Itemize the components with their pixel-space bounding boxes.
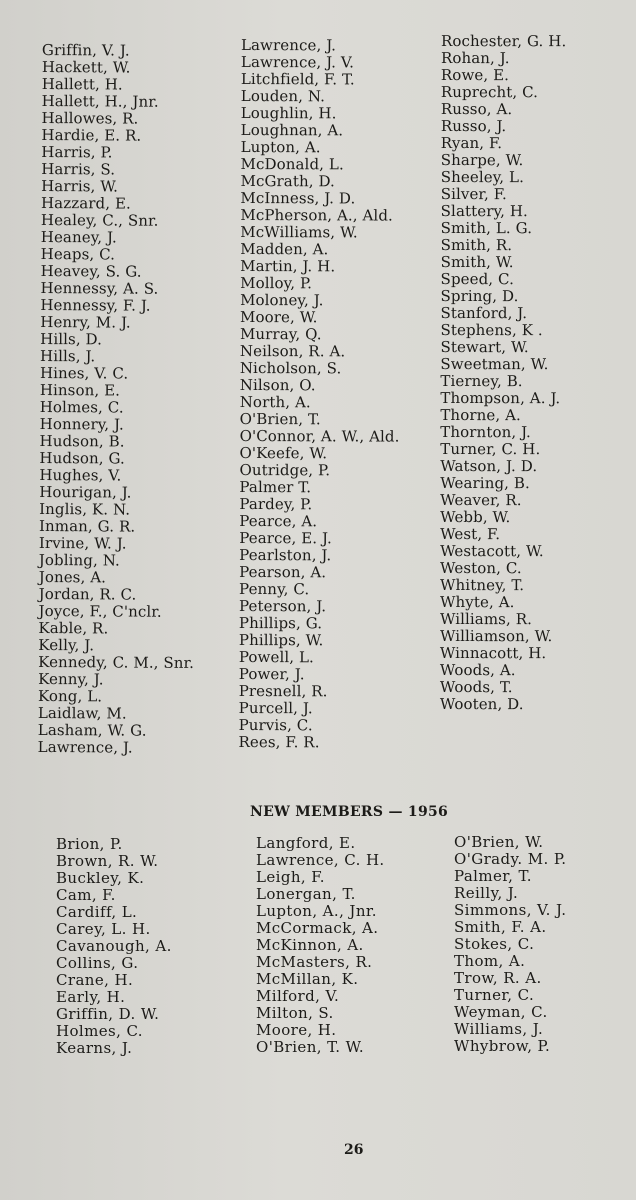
members-column-2 — [239, 37, 401, 752]
member-name: Spring, D. — [440, 286, 519, 306]
member-name: Jordan, R. C. — [38, 584, 137, 604]
member-name: Russo, J. — [440, 116, 507, 136]
member-name: O'Brien, T. — [239, 409, 321, 429]
member-name: Purvis, C. — [238, 715, 313, 735]
member-name: Neilson, R. A. — [239, 341, 346, 361]
member-name: Rowe, E. — [440, 65, 510, 85]
member-name: Sheeley, L. — [440, 167, 524, 187]
member-name: Martin, J. H. — [240, 256, 336, 276]
member-name: Inglis, K. N. — [39, 499, 131, 519]
member-name: Irvine, W. J. — [38, 533, 127, 553]
member-name: Pearce, A. — [239, 511, 318, 531]
member-name: Trow, R. A. — [454, 969, 542, 987]
member-name: Kennedy, C. M., Snr. — [38, 652, 195, 672]
member-name: Ryan, F. — [440, 133, 503, 153]
member-name: Hallowes, R. — [41, 108, 139, 128]
member-name: O'Brien, W. — [454, 833, 544, 851]
member-name: Leigh, F. — [256, 868, 325, 886]
member-name: Wearing, B. — [440, 473, 530, 493]
member-name: McPherson, A., Ald. — [240, 205, 393, 225]
member-name: Thompson, A. J. — [440, 388, 561, 408]
member-name: Cam, F. — [56, 886, 116, 904]
member-name: Ruprecht, C. — [440, 82, 539, 102]
member-name: Holmes, C. — [39, 397, 124, 417]
member-name: Brion, P. — [56, 835, 123, 853]
member-name: Weaver, R. — [440, 490, 522, 510]
member-name: Healey, C., Snr. — [40, 210, 159, 230]
member-name: Sweetman, W. — [440, 354, 549, 374]
member-name: Sharpe, W. — [440, 150, 524, 170]
member-name: Kong, L. — [37, 686, 103, 706]
member-name: Palmer T. — [239, 477, 312, 497]
member-name: Hennessy, A. S. — [40, 278, 159, 298]
member-name: Henry, M. J. — [40, 312, 131, 332]
member-name: Moloney, J. — [240, 290, 324, 310]
member-name: Hardie, E. R. — [41, 125, 142, 145]
member-name: Hallett, H., Jnr. — [41, 91, 159, 111]
member-name: Pearce, E. J. — [239, 528, 332, 548]
member-name: Turner, C. H. — [440, 439, 541, 459]
member-name: Hennessy, F. J. — [40, 295, 151, 315]
member-name: Lawrence, J. — [240, 36, 337, 55]
member-name: Stephens, K . — [440, 320, 543, 340]
member-name: Lawrence, C. H. — [256, 851, 385, 869]
member-name: McKinnon, A. — [256, 936, 364, 954]
member-name: Purcell, J. — [238, 698, 313, 718]
member-name: Rees, F. R. — [238, 732, 320, 752]
member-name: Smith, R. — [440, 235, 513, 255]
member-name: Kearns, J. — [56, 1039, 133, 1057]
member-name: O'Grady. M. P. — [454, 850, 567, 868]
member-name: Joyce, F., C'nclr. — [38, 601, 162, 621]
member-name: Smith, L. G. — [440, 218, 533, 238]
member-name: Jobling, N. — [38, 550, 120, 570]
member-name: Rochester, G. H. — [440, 32, 567, 51]
member-name: Watson, J. D. — [440, 456, 538, 476]
member-name: O'Keefe, W. — [239, 443, 328, 463]
member-name: Cardiff, L. — [56, 903, 138, 921]
member-name: Laidlaw, M. — [37, 703, 127, 723]
member-name: Weyman, C. — [454, 1003, 548, 1021]
member-name: Holmes, C. — [56, 1022, 143, 1040]
member-name: Jones, A. — [38, 567, 107, 587]
member-name: Harris, W. — [41, 176, 119, 196]
member-name: Kelly, J. — [38, 635, 95, 655]
member-name: Molloy, P. — [240, 273, 313, 293]
member-name: Williamson, W. — [439, 626, 553, 646]
member-name: Heaps, C. — [40, 244, 116, 264]
member-name: Peterson, J. — [238, 596, 327, 616]
member-name: Harris, S. — [41, 159, 116, 179]
member-name: Hallett, H. — [41, 74, 123, 94]
member-name: Power, J. — [238, 664, 305, 684]
member-name: Kable, R. — [38, 618, 109, 638]
member-name: Moore, W. — [239, 307, 318, 327]
member-name: Louden, N. — [240, 86, 326, 106]
member-name: Pearlston, J. — [239, 545, 332, 565]
new-members-column-2 — [256, 835, 385, 1056]
member-name: Penny, C. — [239, 579, 310, 599]
member-name: Cavanough, A. — [56, 937, 172, 955]
member-name: Weston, C. — [440, 558, 522, 578]
new-members-column-3 — [454, 834, 566, 1055]
member-name: Williams, J. — [454, 1020, 544, 1038]
member-name: Nicholson, S. — [239, 358, 342, 378]
member-name: McMasters, R. — [256, 953, 373, 971]
member-name: Winnacott, H. — [439, 643, 547, 663]
member-name: Webb, W. — [440, 507, 511, 527]
member-name: Slattery, H. — [440, 201, 528, 221]
member-name: Carey, L. H. — [56, 920, 151, 938]
member-name: Hills, J. — [40, 346, 96, 366]
member-name: Hines, V. C. — [39, 363, 129, 383]
member-name: Stokes, C. — [454, 935, 535, 953]
member-name: Buckley, K. — [56, 869, 145, 887]
member-name: McGrath, D. — [240, 171, 335, 191]
member-name: Palmer, T. — [454, 867, 532, 885]
member-name: Loughnan, A. — [240, 120, 344, 140]
member-name: Hazzard, E. — [40, 193, 131, 213]
member-name: Hughes, V. — [39, 465, 122, 485]
member-name: Thom, A. — [454, 952, 526, 970]
member-name: Pardey, P. — [239, 494, 313, 514]
member-name: West, F. — [440, 524, 501, 544]
member-name: Heaney, J. — [40, 227, 117, 247]
member-name: Litchfield, F. T. — [240, 69, 355, 89]
member-name: North, A. — [239, 392, 311, 412]
member-name: Crane, H. — [56, 971, 134, 989]
member-name: Wooten, D. — [439, 694, 524, 714]
member-name: Stewart, W. — [440, 337, 529, 357]
member-name: Langford, E. — [256, 834, 356, 852]
member-name: Pearson, A. — [239, 562, 327, 582]
member-name: Westacott, W. — [440, 541, 544, 561]
member-name: Kenny, J. — [38, 669, 104, 689]
member-name: Silver, F. — [440, 184, 507, 204]
member-name: Early, H. — [56, 988, 126, 1006]
member-name: Harris, P. — [41, 142, 113, 162]
member-name: Lonergan, T. — [256, 885, 356, 903]
page-number: 26 — [344, 1142, 364, 1158]
member-name: Turner, C. — [454, 986, 535, 1004]
members-column-3 — [440, 33, 567, 713]
member-name: Lawrence, J. — [37, 737, 133, 757]
member-name: Reilly, J. — [454, 884, 519, 902]
member-name: Hudson, G. — [39, 448, 126, 468]
member-name: Griffin, D. W. — [56, 1005, 160, 1023]
new-members-heading: NEW MEMBERS — 1956 — [250, 804, 449, 820]
member-name: Lupton, A., Jnr. — [256, 902, 377, 920]
member-name: Milford, V. — [256, 987, 340, 1005]
member-name: Lupton, A. — [240, 137, 321, 157]
member-name: Heavey, S. G. — [40, 261, 142, 281]
member-name: Collins, G. — [56, 954, 139, 972]
member-name: O'Brien, T. W. — [256, 1038, 364, 1056]
member-name: Whyte, A. — [439, 592, 515, 612]
member-name: Simmons, V. J. — [454, 901, 567, 919]
member-name: Lasham, W. G. — [37, 720, 147, 740]
member-name: Thorne, A. — [440, 405, 521, 425]
member-name: Madden, A. — [240, 239, 329, 259]
member-name: Russo, A. — [440, 99, 513, 119]
member-name: Moore, H. — [256, 1021, 337, 1039]
members-column-1 — [38, 42, 198, 757]
member-name: Brown, R. W. — [56, 852, 159, 870]
member-name: Honnery, J. — [39, 414, 124, 434]
member-name: McDonald, L. — [240, 154, 344, 174]
member-name: Rohan, J. — [440, 48, 510, 68]
member-name: Hudson, B. — [39, 431, 125, 451]
member-name: Hourigan, J. — [39, 482, 132, 502]
member-name: Woods, T. — [439, 677, 513, 697]
member-name: Hinson, E. — [39, 380, 121, 400]
member-name: Phillips, G. — [238, 613, 323, 633]
member-name: Smith, F. A. — [454, 918, 547, 936]
member-name: McCormack, A. — [256, 919, 379, 937]
member-name: Smith, W. — [440, 252, 514, 272]
member-name: Murray, Q. — [239, 324, 322, 344]
member-name: Stanford, J. — [440, 303, 528, 323]
member-name: Whybrow, P. — [454, 1037, 551, 1055]
member-name: O'Connor, A. W., Ald. — [239, 426, 400, 446]
member-name: Tierney, B. — [440, 371, 523, 391]
member-name: Powell, L. — [238, 647, 314, 667]
member-name: Loughlin, H. — [240, 103, 337, 123]
member-name: Hills, D. — [40, 329, 103, 349]
member-name: Nilson, O. — [239, 375, 316, 395]
member-name: Whitney, T. — [440, 575, 525, 595]
member-name: Hackett, W. — [41, 57, 131, 77]
member-name: Lawrence, J. V. — [240, 52, 355, 72]
member-name: Outridge, P. — [239, 460, 331, 480]
member-name: Griffin, V. J. — [41, 41, 130, 60]
member-name: Woods, A. — [439, 660, 516, 680]
new-members-column-1 — [56, 836, 172, 1057]
member-name: Williams, R. — [439, 609, 533, 629]
member-name: McInness, J. D. — [240, 188, 356, 208]
member-name: Phillips, W. — [238, 630, 324, 650]
member-name: Speed, C. — [440, 269, 514, 289]
member-name: Thornton, J. — [440, 422, 531, 442]
member-name: Inman, G. R. — [38, 516, 136, 536]
member-name: Presnell, R. — [238, 681, 328, 701]
member-name: McMillan, K. — [256, 970, 359, 988]
member-name: McWilliams, W. — [240, 222, 358, 242]
member-name: Milton, S. — [256, 1004, 334, 1022]
